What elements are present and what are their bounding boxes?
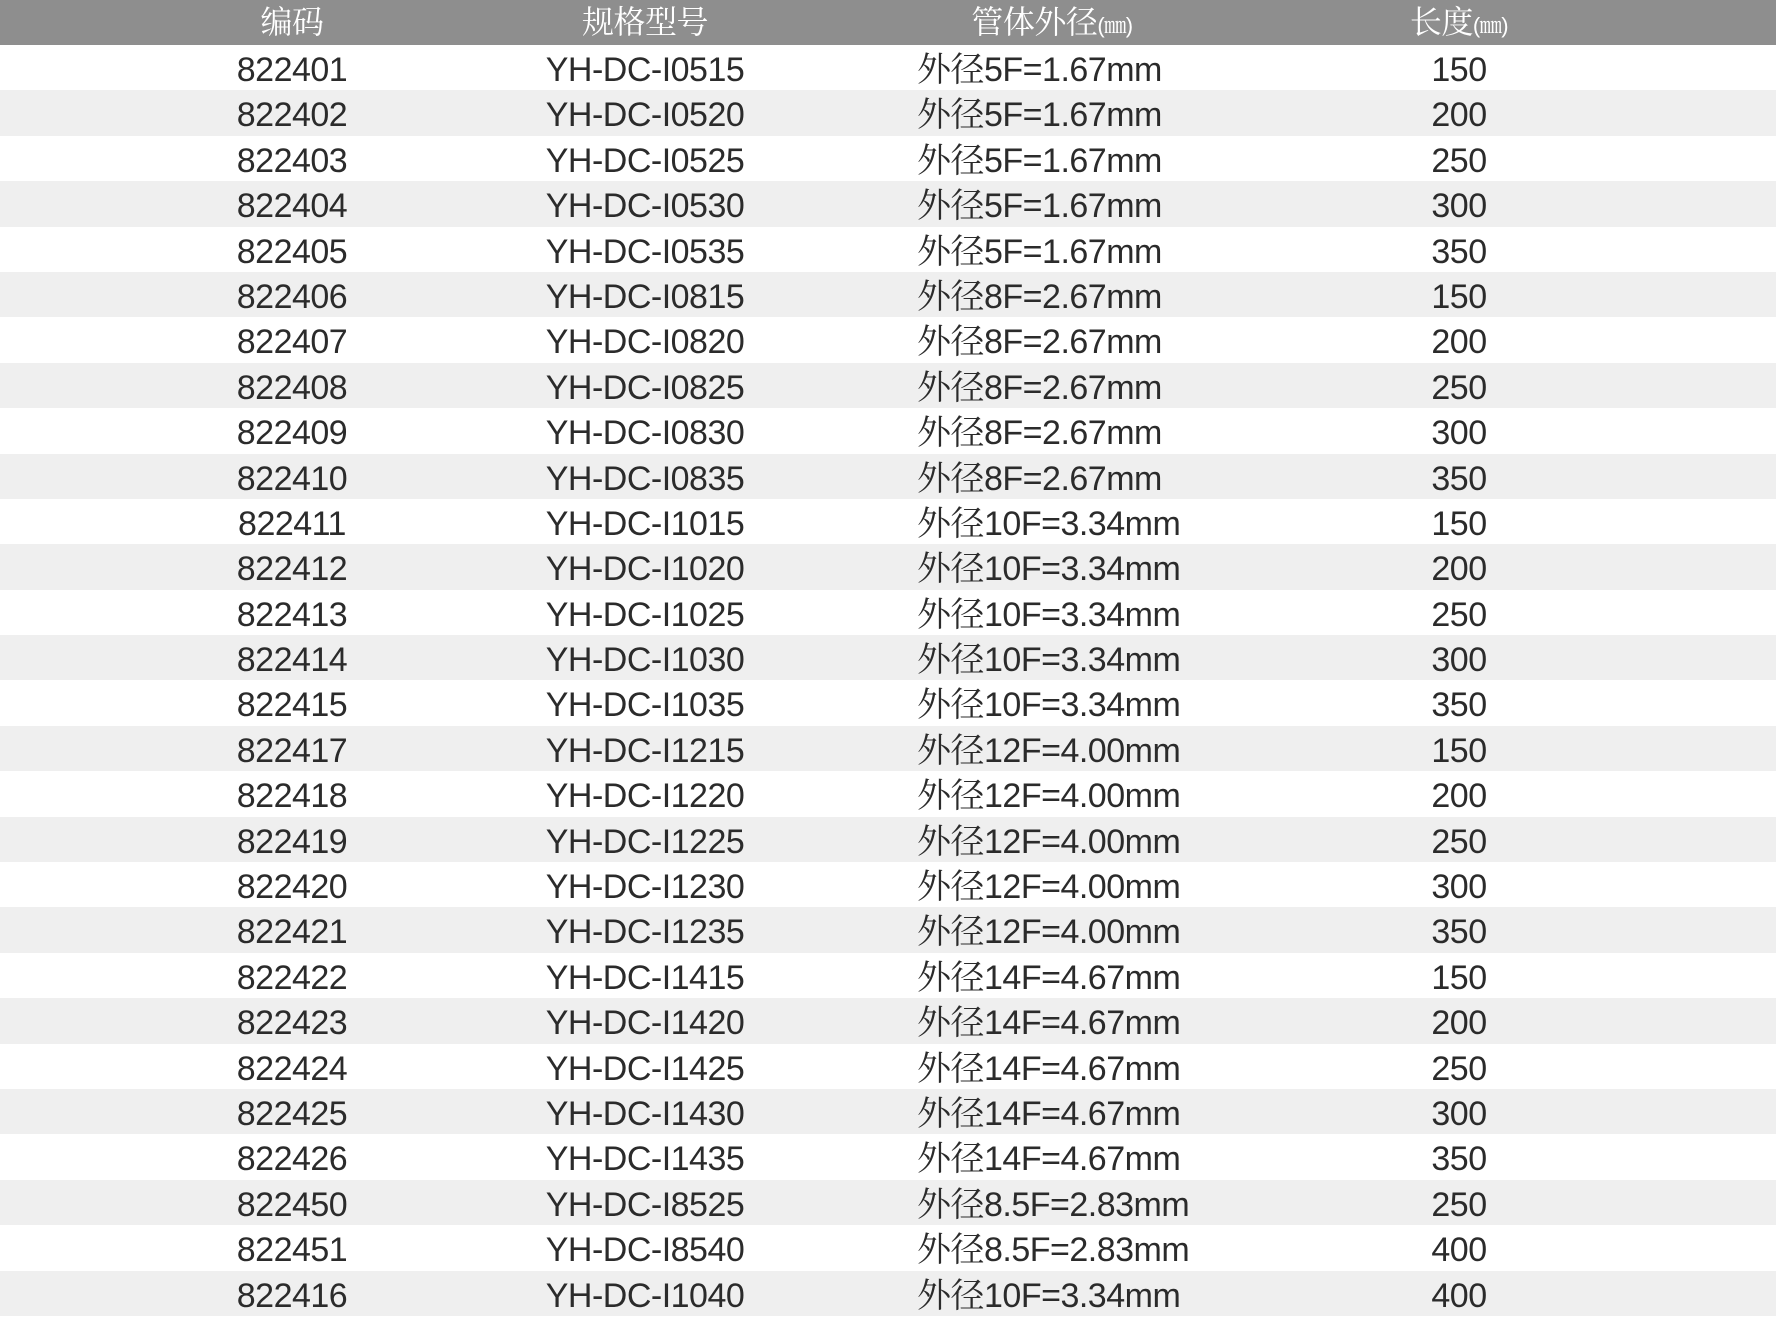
cell-code: 822411 [238,504,346,543]
cell-outer-diameter: 外径12F=4.00mm [917,868,1181,907]
header-code: 编码 [260,4,324,40]
cell-length: 200 [1431,96,1487,135]
cell-length: 250 [1431,1185,1487,1224]
cell-code: 822423 [236,1004,348,1043]
table-row [0,771,1776,816]
header-outer-diameter [971,0,1132,48]
table-header [0,0,1776,45]
cell-model: YH-DC-I1020 [545,550,745,589]
table-row [0,953,1776,998]
cell-outer-diameter: 外径14F=4.67mm [917,958,1181,997]
cell-length: 150 [1431,731,1487,770]
cell-code: 822410 [236,459,348,498]
cell-model: YH-DC-I1425 [545,1049,745,1088]
cell-length: 350 [1431,232,1487,271]
cell-model: YH-DC-I0530 [545,187,745,226]
cell-length: 250 [1431,1049,1487,1088]
cell-model: YH-DC-I0515 [545,51,745,89]
table-row [0,726,1776,771]
cell-length: 350 [1431,686,1487,725]
cell-length: 350 [1431,459,1487,498]
cell-code: 822408 [236,368,348,407]
table-row [0,363,1776,408]
cell-outer-diameter: 外径8F=2.67mm [917,368,1162,407]
cell-outer-diameter: 外径5F=1.67mm [917,51,1162,89]
table-row [0,862,1776,907]
table-row [0,181,1776,226]
table-row [0,1225,1776,1270]
cell-model: YH-DC-I1420 [545,1004,745,1043]
table-row [0,317,1776,362]
table-row [0,454,1776,499]
cell-model: YH-DC-I1220 [545,777,745,816]
cell-length: 300 [1431,187,1487,226]
cell-length: 250 [1431,368,1487,407]
cell-outer-diameter: 外径10F=3.34mm [917,550,1181,589]
table-row [0,227,1776,272]
cell-outer-diameter: 外径10F=3.34mm [917,504,1181,543]
cell-code: 822413 [236,595,348,634]
cell-model: YH-DC-I8525 [545,1185,745,1224]
cell-outer-diameter: 外径10F=3.34mm [917,595,1181,634]
table-row [0,272,1776,317]
cell-outer-diameter: 外径10F=3.34mm [917,1276,1181,1315]
cell-length: 400 [1431,1276,1487,1315]
cell-length: 300 [1431,868,1487,907]
cell-outer-diameter: 外径8.5F=2.83mm [917,1231,1190,1270]
cell-outer-diameter: 外径8F=2.67mm [917,277,1162,316]
table-row [0,1134,1776,1179]
cell-outer-diameter: 外径5F=1.67mm [917,232,1162,271]
cell-code: 822416 [236,1276,348,1315]
cell-code: 822419 [236,822,348,861]
cell-model: YH-DC-I1215 [545,731,745,770]
cell-code: 822401 [236,51,348,89]
cell-length: 400 [1431,1231,1487,1270]
table-row [0,590,1776,635]
table-row [0,136,1776,181]
cell-outer-diameter: 外径5F=1.67mm [917,141,1162,180]
cell-model: YH-DC-I0820 [545,323,745,362]
cell-model: YH-DC-I1435 [545,1140,745,1179]
cell-length: 350 [1431,1140,1487,1179]
cell-length: 200 [1431,1004,1487,1043]
table-row [0,907,1776,952]
cell-model: YH-DC-I0535 [545,232,745,271]
cell-outer-diameter: 外径14F=4.67mm [917,1094,1181,1133]
cell-outer-diameter: 外径12F=4.00mm [917,822,1181,861]
cell-model: YH-DC-I1235 [545,913,745,952]
table-row [0,499,1776,544]
table-row [0,1271,1776,1316]
table-row [0,998,1776,1043]
cell-length: 350 [1431,913,1487,952]
cell-model: YH-DC-I0835 [545,459,745,498]
cell-outer-diameter: 外径14F=4.67mm [917,1140,1181,1179]
cell-length: 150 [1431,958,1487,997]
header-length [1410,0,1508,48]
cell-model: YH-DC-I1040 [545,1276,745,1315]
cell-length: 300 [1431,414,1487,453]
cell-code: 822404 [236,187,348,226]
cell-length: 150 [1431,504,1487,543]
cell-model: YH-DC-I1030 [545,641,745,680]
cell-code: 822422 [236,958,348,997]
cell-model: YH-DC-I0825 [545,368,745,407]
header-length-unit: (㎜) [1472,13,1509,38]
cell-outer-diameter: 外径12F=4.00mm [917,731,1181,770]
header-outer-diameter-unit: (㎜) [1097,13,1133,38]
cell-model: YH-DC-I0830 [545,414,745,453]
cell-code: 822409 [236,414,348,453]
cell-code: 822426 [236,1140,348,1179]
cell-model: YH-DC-I1035 [545,686,745,725]
cell-length: 150 [1431,51,1487,89]
cell-model: YH-DC-I1415 [545,958,745,997]
cell-code: 822412 [236,550,348,589]
cell-length: 250 [1431,822,1487,861]
cell-outer-diameter: 外径12F=4.00mm [917,777,1181,816]
table-body [0,45,1776,1316]
table-row [0,544,1776,589]
cell-outer-diameter: 外径8F=2.67mm [917,414,1162,453]
cell-model: YH-DC-I8540 [545,1231,745,1270]
table-row [0,45,1776,90]
cell-outer-diameter: 外径10F=3.34mm [917,686,1181,725]
cell-outer-diameter: 外径8.5F=2.83mm [917,1185,1190,1224]
cell-code: 822415 [236,686,348,725]
cell-code: 822417 [236,731,348,770]
cell-length: 250 [1431,595,1487,634]
cell-length: 200 [1431,550,1487,589]
cell-outer-diameter: 外径12F=4.00mm [917,913,1181,952]
cell-outer-diameter: 外径14F=4.67mm [917,1049,1181,1088]
table-row [0,408,1776,453]
cell-model: YH-DC-I0525 [545,141,745,180]
table-row [0,635,1776,680]
table-row [0,1089,1776,1134]
cell-outer-diameter: 外径14F=4.67mm [917,1004,1181,1043]
cell-code: 822414 [236,641,348,680]
cell-code: 822406 [236,277,348,316]
cell-code: 822451 [236,1231,348,1270]
cell-code: 822405 [236,232,348,271]
cell-outer-diameter: 外径8F=2.67mm [917,459,1162,498]
cell-length: 200 [1431,323,1487,362]
header-length-label: 长度 [1409,4,1473,40]
cell-code: 822402 [236,96,348,135]
table-row [0,90,1776,135]
table-row [0,817,1776,862]
cell-length: 200 [1431,777,1487,816]
cell-length: 150 [1431,277,1487,316]
header-model: 规格型号 [581,4,709,40]
cell-model: YH-DC-I1430 [545,1094,745,1133]
cell-code: 822407 [236,323,348,362]
cell-code: 822424 [236,1049,348,1088]
cell-length: 300 [1431,641,1487,680]
cell-code: 822403 [236,141,348,180]
table-row [0,680,1776,725]
table-row [0,1180,1776,1225]
cell-model: YH-DC-I1025 [545,595,745,634]
cell-code: 822421 [236,913,348,952]
cell-code: 822450 [236,1185,348,1224]
table-row [0,1044,1776,1089]
cell-outer-diameter: 外径10F=3.34mm [917,641,1181,680]
cell-outer-diameter: 外径8F=2.67mm [917,323,1162,362]
cell-outer-diameter: 外径5F=1.67mm [917,187,1162,226]
cell-code: 822420 [236,868,348,907]
cell-code: 822418 [236,777,348,816]
cell-code: 822425 [236,1094,348,1133]
cell-model: YH-DC-I1225 [545,822,745,861]
cell-outer-diameter: 外径5F=1.67mm [917,96,1162,135]
cell-model: YH-DC-I0520 [545,96,745,135]
cell-model: YH-DC-I1230 [545,868,745,907]
cell-length: 300 [1431,1094,1487,1133]
cell-length: 250 [1431,141,1487,180]
cell-model: YH-DC-I1015 [545,504,745,543]
header-outer-diameter-label: 管体外径 [971,4,1098,40]
cell-model: YH-DC-I0815 [545,277,745,316]
